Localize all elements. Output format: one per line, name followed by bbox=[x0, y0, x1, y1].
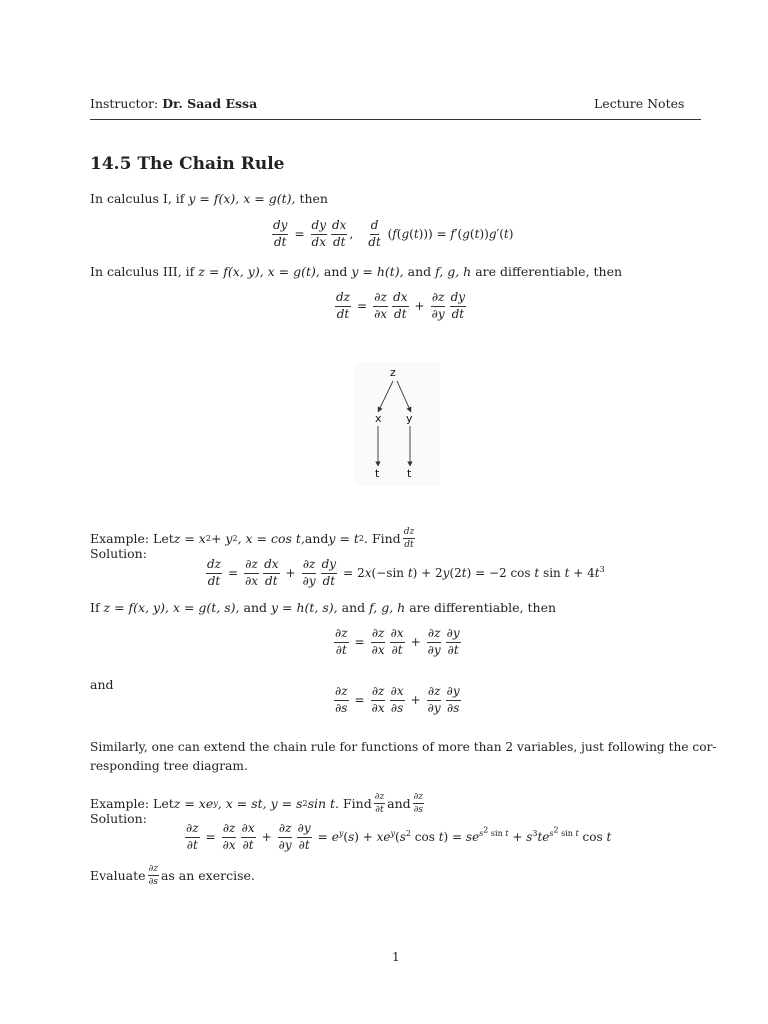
evaluate-tail: as an exercise. bbox=[160, 868, 255, 884]
example1-math2: + y bbox=[210, 531, 233, 547]
example1-math1: z = x bbox=[173, 531, 206, 547]
tree-node-y: y bbox=[406, 412, 413, 425]
example1-math3: , x = cos t, bbox=[237, 531, 305, 547]
calc1-intro-text: In calculus I, if bbox=[90, 191, 189, 206]
example1-statement: Example: Let z = x 2 + y 2 , x = cos t, and y = t 2 . Find $\frac{dz}{dt}$ bbox=[90, 527, 415, 551]
similarly-line2: responding tree diagram. bbox=[90, 759, 248, 773]
example1-find: . Find bbox=[364, 531, 401, 547]
equation-example2: $\frac{\partial z}{\partial t}$ = $\frac{\partial z}{\partial x}$ $\frac{\partial x}{\partial t}$ + $\frac{\partial z}{\partial y}$ $\frac{\partial y}{\partial t}$ = $e^y(s) + xe^y(s^2$ $\cos t) = se^{s^2 sin t} + s^3te^{s^2 sin t}$ cos t bbox=[186, 821, 612, 852]
and-label: and bbox=[90, 677, 114, 692]
calc3-intro-math3: f, g, h bbox=[435, 264, 472, 279]
example2-and: and bbox=[387, 796, 411, 812]
header-instructor bbox=[90, 96, 257, 111]
tree-diagram bbox=[355, 362, 440, 486]
instructor-label: Instructor: bbox=[90, 96, 159, 111]
calc1-intro bbox=[90, 191, 328, 206]
calc3-intro-and1: and bbox=[319, 264, 352, 279]
example2-math1: z = xe bbox=[173, 796, 214, 812]
equation-calc1: $\frac{dy}{dt}$ = $\frac{dy}{dx}$ $\frac{dx}{dt}$ , $\frac{d}{dt}$ (f(g(t))) = f′(g(t))g′(t) bbox=[273, 218, 514, 249]
example1-text: Example: Let bbox=[90, 531, 174, 547]
example2-find: . Find bbox=[335, 796, 372, 812]
section-title: 14.5 The Chain Rule bbox=[90, 154, 285, 174]
header-right: Lecture Notes bbox=[594, 96, 685, 111]
calc3-intro-tail: are differentiable, then bbox=[471, 264, 623, 279]
example2-text: Example: Let bbox=[90, 796, 174, 812]
two-var-math3: f, g, h bbox=[369, 600, 406, 615]
example1-and: and bbox=[304, 531, 329, 547]
tree-node-z: z bbox=[390, 366, 396, 379]
calc3-intro bbox=[90, 264, 622, 279]
calc3-intro-math1: z = f(x, y), x = g(t), bbox=[198, 264, 320, 279]
calc3-intro-text: In calculus III, if bbox=[90, 264, 199, 279]
evaluate-exercise: Evaluate $\frac{\partial z}{\partial s}$ as an exercise. bbox=[90, 864, 255, 888]
example2-math3: sin t bbox=[307, 796, 336, 812]
calc3-intro-and2: and bbox=[403, 264, 436, 279]
calc1-intro-math: y = f(x), x = g(t), bbox=[188, 191, 296, 206]
equation-partial-t: $\frac{\partial z}{\partial t}$ = $\frac{\partial z}{\partial x}$ $\frac{\partial x}{\partial t}$ + $\frac{\partial z}{\partial y}$ $\frac{\partial y}{\partial t}$ bbox=[335, 626, 460, 657]
tree-node-t-right: t bbox=[407, 467, 412, 480]
similarly-line1: Similarly, one can extend the chain rule for functions of more than 2 variables, just following the cor- bbox=[90, 740, 717, 754]
two-var-text: If bbox=[90, 600, 104, 615]
tree-node-x: x bbox=[375, 412, 382, 425]
two-var-and2: and bbox=[337, 600, 370, 615]
example2-math2: , x = st, y = s bbox=[217, 796, 303, 812]
example2-solution-label: Solution: bbox=[90, 811, 147, 826]
example1-math4: y = t bbox=[328, 531, 359, 547]
example2-statement: Example: Let z = xe y , x = st, y = s 2 sin t . Find $\frac{\partial z}{\partial t}$ and $\frac{\partial z}{\partial s}$ bbox=[90, 792, 424, 816]
tree-node-t-left: t bbox=[375, 467, 380, 480]
tree-lines bbox=[355, 362, 440, 486]
two-var-tail: are differentiable, then bbox=[405, 600, 557, 615]
two-var-math1: z = f(x, y), x = g(t, s), bbox=[103, 600, 240, 615]
two-var-math2: y = h(t, s), bbox=[270, 600, 338, 615]
equation-example1: $\frac{dz}{dt}$ = $\frac{\partial z}{\partial x}$ $\frac{dx}{dt}$ + $\frac{\partial z}{\partial y}$ $\frac{dy}{dt}$ = 2x(−sin t) + 2y(2t) = −2 cos t $\sin t + 4t^3$ bbox=[207, 557, 605, 588]
equation-partial-s: $\frac{\partial z}{\partial s}$ = $\frac{\partial z}{\partial x}$ $\frac{\partial x}{\partial s}$ + $\frac{\partial z}{\partial y}$ $\frac{\partial y}{\partial s}$ bbox=[335, 684, 460, 715]
equation-calc3: $\frac{dz}{dt}$ = $\frac{\partial z}{\partial x}$ $\frac{dx}{dt}$ + $\frac{\partial z}{\partial y}$ $\frac{dy}{dt}$ bbox=[336, 290, 466, 321]
two-var-and1: and bbox=[239, 600, 271, 615]
calc1-intro-tail: then bbox=[295, 191, 328, 206]
two-var-intro bbox=[90, 600, 556, 615]
header-divider bbox=[90, 119, 701, 120]
instructor-name: Dr. Saad Essa bbox=[162, 96, 258, 111]
calc3-intro-math2: y = h(t), bbox=[351, 264, 404, 279]
page-number: 1 bbox=[392, 950, 400, 964]
example1-solution-label: Solution: bbox=[90, 546, 147, 561]
evaluate-text: Evaluate bbox=[90, 868, 146, 884]
